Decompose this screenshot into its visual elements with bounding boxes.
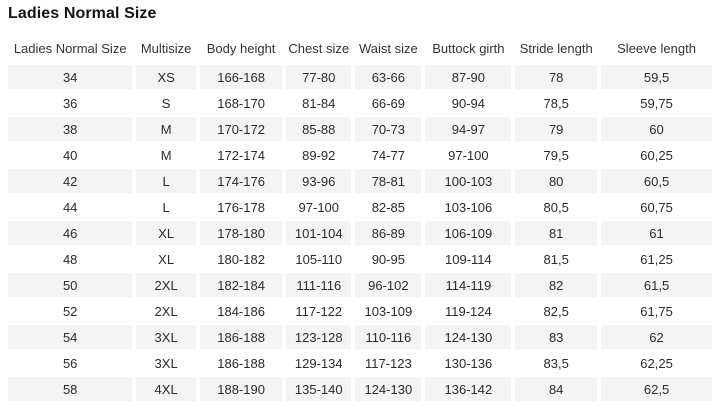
table-cell: 58 bbox=[8, 377, 132, 401]
table-row bbox=[8, 91, 712, 115]
table-cell: 62 bbox=[601, 325, 712, 349]
table-cell: 84 bbox=[515, 377, 597, 401]
table-cell: 63-66 bbox=[355, 65, 421, 89]
table-cell: 182-184 bbox=[200, 273, 282, 297]
table-cell: 80 bbox=[515, 169, 597, 193]
table-cell: 81 bbox=[515, 221, 597, 245]
column-header: Sleeve length bbox=[617, 40, 696, 56]
size-table bbox=[4, 33, 716, 403]
table-row bbox=[8, 273, 712, 297]
table-cell: 81-84 bbox=[286, 91, 351, 115]
table-row bbox=[8, 351, 712, 375]
table-cell: 130-136 bbox=[425, 351, 511, 375]
table-cell: 119-124 bbox=[425, 299, 511, 323]
table-cell: 97-100 bbox=[286, 195, 351, 219]
table-row bbox=[8, 299, 712, 323]
table-cell: 60,75 bbox=[601, 195, 712, 219]
table-cell: 42 bbox=[8, 169, 132, 193]
table-cell: 100-103 bbox=[425, 169, 511, 193]
table-cell: 178-180 bbox=[200, 221, 282, 245]
table-cell: 166-168 bbox=[200, 65, 282, 89]
table-cell: 170-172 bbox=[200, 117, 282, 141]
table-cell: 188-190 bbox=[200, 377, 282, 401]
table-body bbox=[8, 65, 712, 401]
table-cell: 89-92 bbox=[286, 143, 351, 167]
table-cell: 3XL bbox=[136, 325, 195, 349]
table-cell: 97-100 bbox=[425, 143, 511, 167]
table-cell: 106-109 bbox=[425, 221, 511, 245]
column-header: Multisize bbox=[140, 40, 192, 56]
table-cell: 172-174 bbox=[200, 143, 282, 167]
table-cell: 82-85 bbox=[355, 195, 421, 219]
table-cell: XS bbox=[136, 65, 195, 89]
table-cell: XL bbox=[136, 221, 195, 245]
table-cell: 123-128 bbox=[286, 325, 351, 349]
table-cell: 46 bbox=[8, 221, 132, 245]
table-row bbox=[8, 377, 712, 401]
table-cell: 48 bbox=[8, 247, 132, 271]
table-cell: 94-97 bbox=[425, 117, 511, 141]
table-cell: 60,25 bbox=[601, 143, 712, 167]
table-cell: 176-178 bbox=[200, 195, 282, 219]
table-cell: 52 bbox=[8, 299, 132, 323]
column-header: Ladies Normal Size bbox=[13, 40, 127, 56]
table-cell: 117-123 bbox=[355, 351, 421, 375]
table-cell: 59,75 bbox=[601, 91, 712, 115]
table-header-row bbox=[8, 35, 712, 63]
table-row bbox=[8, 143, 712, 167]
table-cell: 60,5 bbox=[601, 169, 712, 193]
table-cell: 111-116 bbox=[286, 273, 351, 297]
table-cell: 61 bbox=[601, 221, 712, 245]
table-cell: L bbox=[136, 169, 195, 193]
table-cell: 96-102 bbox=[355, 273, 421, 297]
table-cell: 66-69 bbox=[355, 91, 421, 115]
table-row bbox=[8, 221, 712, 245]
table-cell: 36 bbox=[8, 91, 132, 115]
table-cell: M bbox=[136, 143, 195, 167]
table-cell: 82 bbox=[515, 273, 597, 297]
table-cell: 34 bbox=[8, 65, 132, 89]
table-cell: 79,5 bbox=[515, 143, 597, 167]
table-cell: 129-134 bbox=[286, 351, 351, 375]
table-cell: 40 bbox=[8, 143, 132, 167]
table-cell: 101-104 bbox=[286, 221, 351, 245]
table-cell: 74-77 bbox=[355, 143, 421, 167]
table-cell: 61,25 bbox=[601, 247, 712, 271]
table-cell: 114-119 bbox=[425, 273, 511, 297]
table-cell: 180-182 bbox=[200, 247, 282, 271]
table-row bbox=[8, 325, 712, 349]
table-cell: 85-88 bbox=[286, 117, 351, 141]
table-cell: 82,5 bbox=[515, 299, 597, 323]
column-header: Waist size bbox=[358, 40, 418, 56]
table-cell: 61,5 bbox=[601, 273, 712, 297]
table-cell: 103-106 bbox=[425, 195, 511, 219]
table-cell: 105-110 bbox=[286, 247, 351, 271]
table-cell: S bbox=[136, 91, 195, 115]
table-cell: 4XL bbox=[136, 377, 195, 401]
table-cell: 93-96 bbox=[286, 169, 351, 193]
column-header: Buttock girth bbox=[432, 40, 505, 56]
table-row bbox=[8, 169, 712, 193]
table-cell: 110-116 bbox=[355, 325, 421, 349]
table-cell: 174-176 bbox=[200, 169, 282, 193]
table-cell: 78,5 bbox=[515, 91, 597, 115]
table-cell: 124-130 bbox=[355, 377, 421, 401]
table-cell: M bbox=[136, 117, 195, 141]
column-header: Chest size bbox=[288, 40, 350, 56]
table-cell: 83 bbox=[515, 325, 597, 349]
table-cell: 78 bbox=[515, 65, 597, 89]
table-cell: 186-188 bbox=[200, 351, 282, 375]
table-cell: 62,25 bbox=[601, 351, 712, 375]
table-cell: 184-186 bbox=[200, 299, 282, 323]
table-row bbox=[8, 117, 712, 141]
table-cell: 59,5 bbox=[601, 65, 712, 89]
table-cell: 2XL bbox=[136, 299, 195, 323]
table-cell: 77-80 bbox=[286, 65, 351, 89]
table-row bbox=[8, 247, 712, 271]
table-cell: 83,5 bbox=[515, 351, 597, 375]
table-cell: 117-122 bbox=[286, 299, 351, 323]
table-cell: 109-114 bbox=[425, 247, 511, 271]
column-header: Body height bbox=[206, 40, 276, 56]
table-cell: 70-73 bbox=[355, 117, 421, 141]
table-cell: 186-188 bbox=[200, 325, 282, 349]
table-cell: XL bbox=[136, 247, 195, 271]
table-cell: 80,5 bbox=[515, 195, 597, 219]
table-cell: 103-109 bbox=[355, 299, 421, 323]
page-title: Ladies Normal Size bbox=[8, 5, 157, 22]
column-header: Stride length bbox=[519, 40, 593, 56]
table-cell: 38 bbox=[8, 117, 132, 141]
table-cell: 44 bbox=[8, 195, 132, 219]
table-cell: 78-81 bbox=[355, 169, 421, 193]
table-cell: 79 bbox=[515, 117, 597, 141]
table-cell: 60 bbox=[601, 117, 712, 141]
table-cell: 54 bbox=[8, 325, 132, 349]
table-cell: 81,5 bbox=[515, 247, 597, 271]
table-row bbox=[8, 195, 712, 219]
table-row bbox=[8, 65, 712, 89]
table-cell: 50 bbox=[8, 273, 132, 297]
table-cell: 135-140 bbox=[286, 377, 351, 401]
table-cell: 87-90 bbox=[425, 65, 511, 89]
table-cell: 124-130 bbox=[425, 325, 511, 349]
table-cell: 90-94 bbox=[425, 91, 511, 115]
table-cell: 62,5 bbox=[601, 377, 712, 401]
table-cell: 2XL bbox=[136, 273, 195, 297]
table-cell: 168-170 bbox=[200, 91, 282, 115]
table-cell: 56 bbox=[8, 351, 132, 375]
table-cell: 136-142 bbox=[425, 377, 511, 401]
table-cell: 3XL bbox=[136, 351, 195, 375]
table-cell: L bbox=[136, 195, 195, 219]
table-cell: 90-95 bbox=[355, 247, 421, 271]
table-cell: 61,75 bbox=[601, 299, 712, 323]
table-cell: 86-89 bbox=[355, 221, 421, 245]
